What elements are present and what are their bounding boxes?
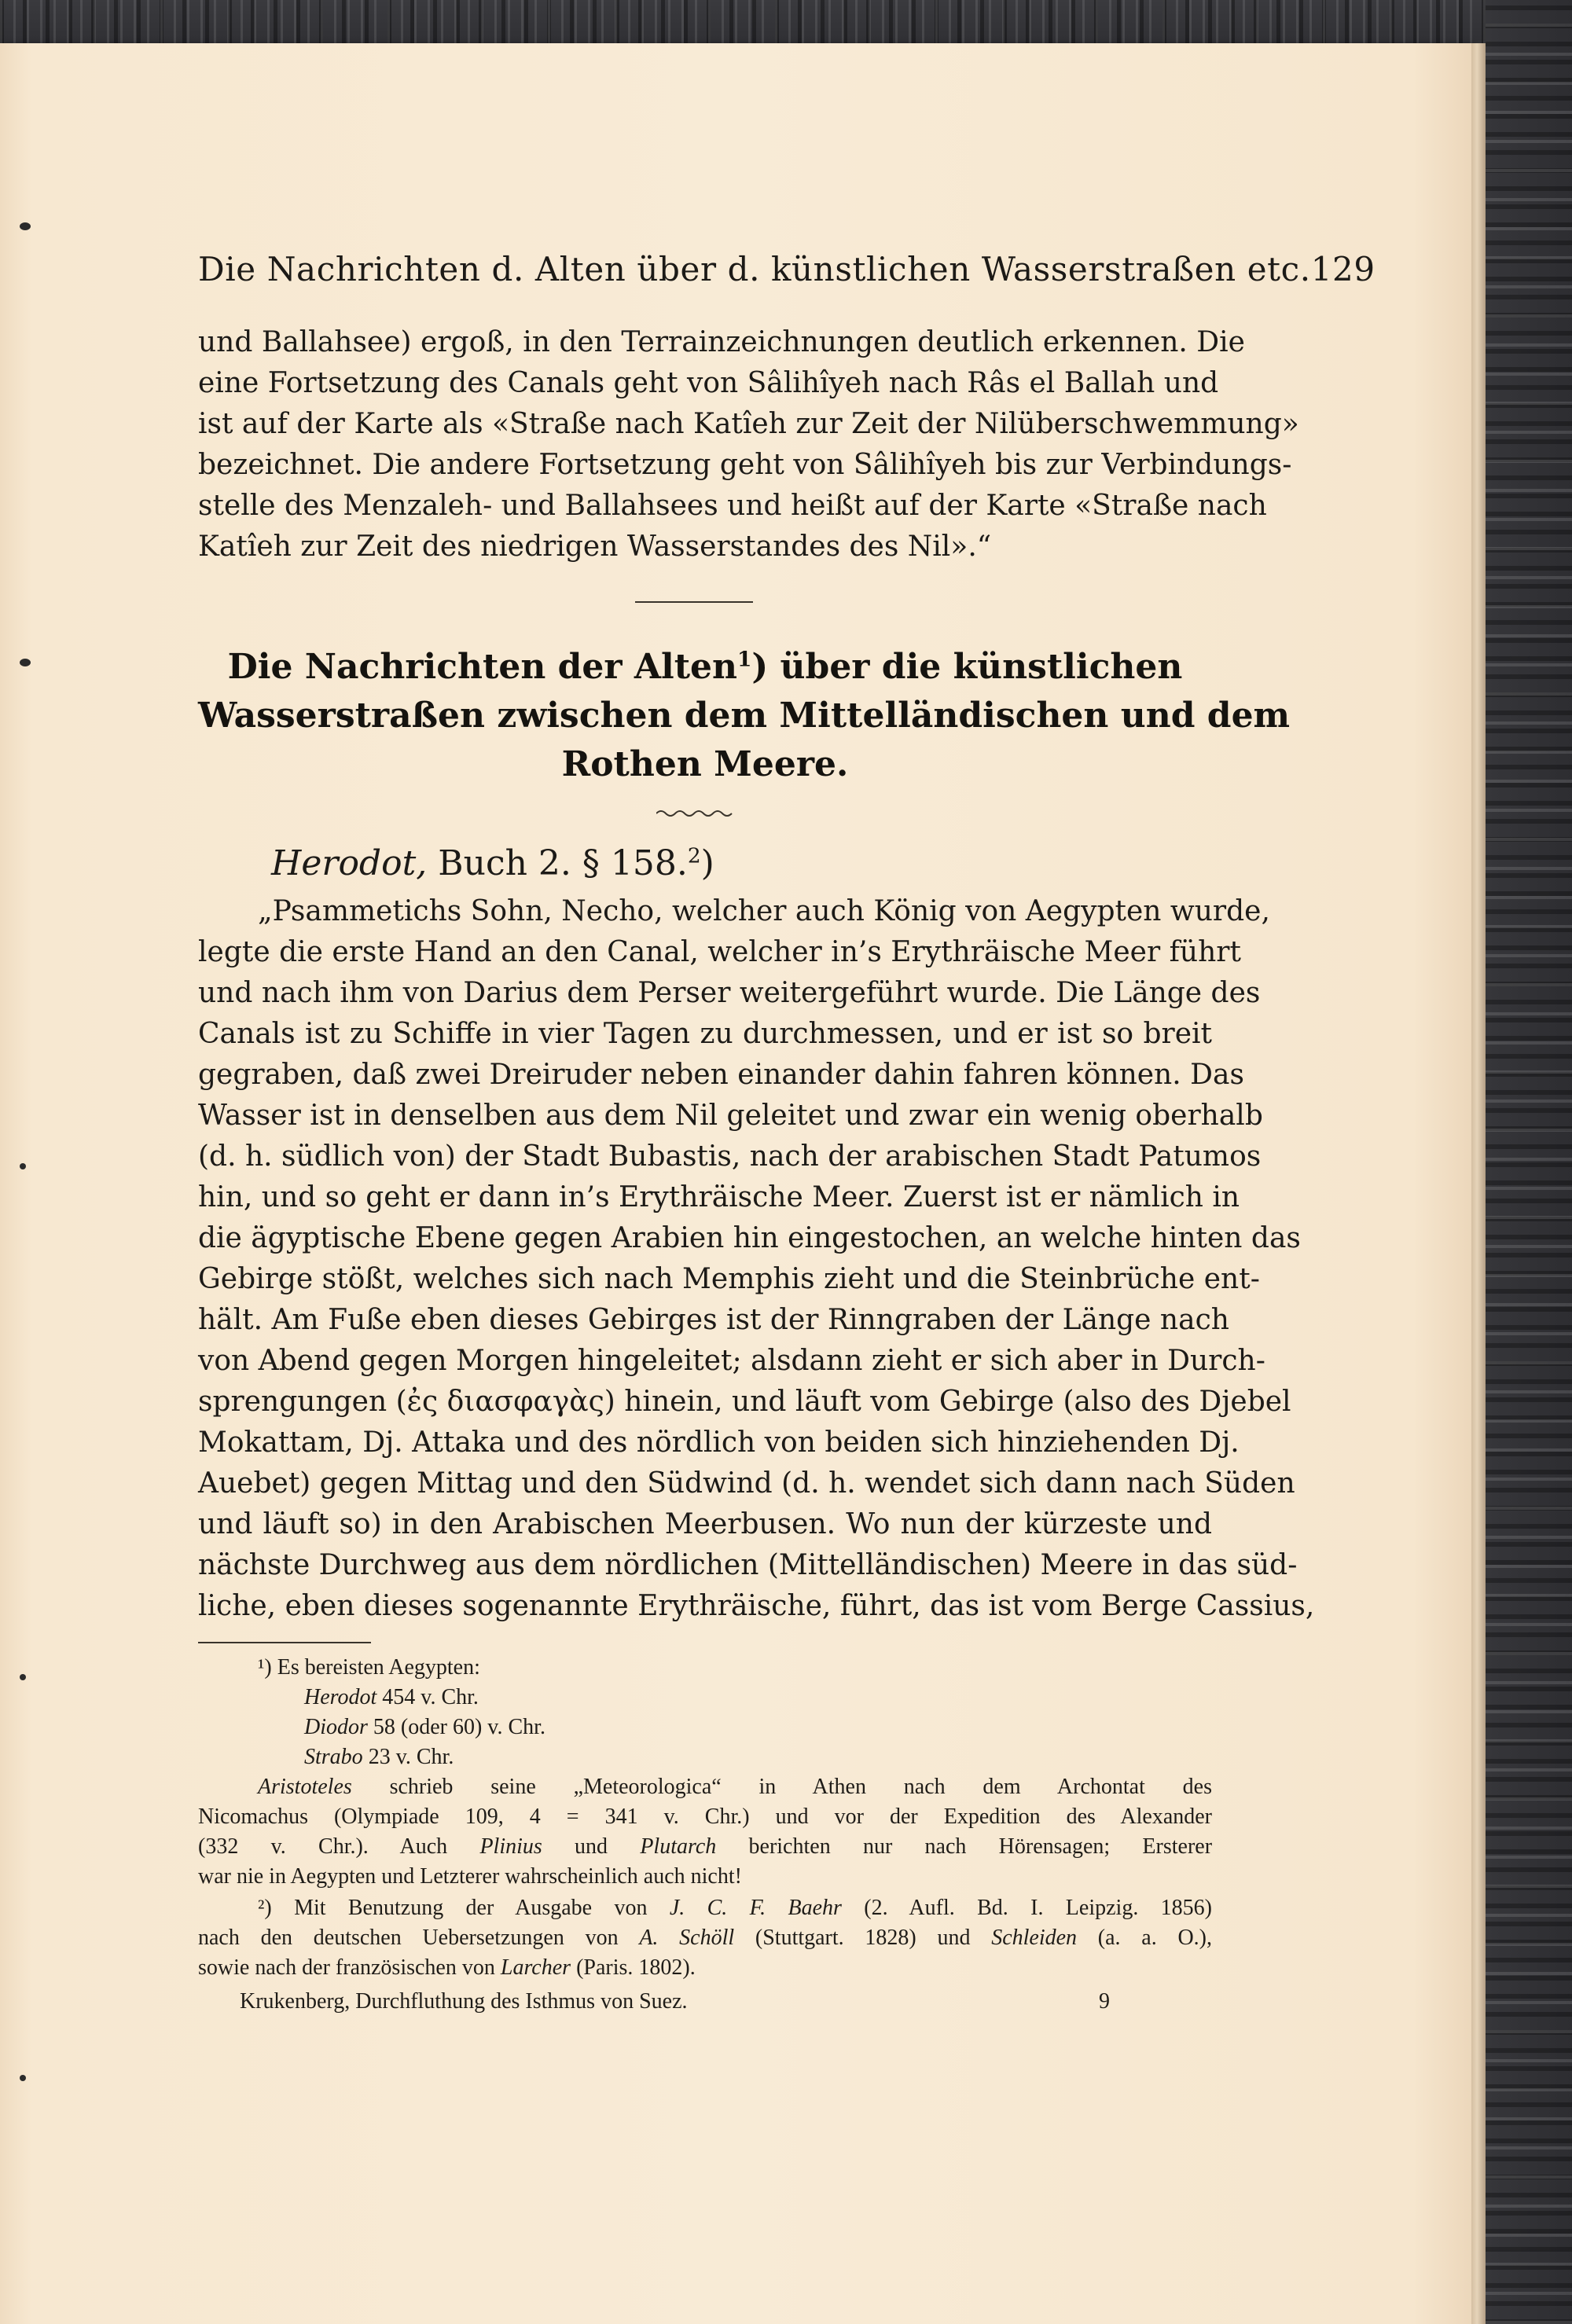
- subheading-author: Herodot,: [271, 843, 428, 883]
- text-line: ist auf der Karte als «Straße nach Katîeh zur Zeit der Nilüberschwemmung»: [198, 408, 1299, 440]
- author-name: Diodor: [304, 1715, 368, 1739]
- text-line: legte die erste Hand an den Canal, welcher in’s Erythräische Meer führt: [198, 936, 1241, 968]
- title-line: [198, 643, 1212, 692]
- footnote-line: ¹) Es bereisten Aegypten:: [258, 1655, 480, 1680]
- footnote-text: ²) Mit Benutzung der Ausgabe von: [258, 1896, 670, 1920]
- text-line: Katîeh zur Zeit des niedrigen Wasserstandes des Nil».“: [198, 531, 992, 563]
- footnote-line: [198, 1772, 1212, 1802]
- title-line: Wasserstraßen zwischen dem Mittelländischen und dem: [198, 696, 1291, 736]
- text-line: gegraben, daß zwei Dreiruder neben einander dahin fahren können. Das: [198, 1059, 1244, 1091]
- footnote-text: sowie nach der französischen von: [198, 1955, 501, 1980]
- footnote-text: und: [542, 1834, 641, 1859]
- ornament-wave: [656, 808, 735, 819]
- footnote-1: [198, 1653, 1212, 1892]
- footnote-ref: 2: [687, 843, 701, 868]
- margin-mark: [20, 1674, 26, 1680]
- footnote-line: [198, 1742, 1212, 1772]
- subheading-close: ): [700, 843, 714, 883]
- author-name: J. C. F. Baehr: [669, 1896, 842, 1920]
- footnote-rule: [198, 1642, 371, 1643]
- text-line: hält. Am Fuße eben dieses Gebirges ist der Rinngraben der Länge nach: [198, 1304, 1229, 1336]
- section-title: [198, 643, 1291, 789]
- text-line: und Ballahsee) ergoß, in den Terrainzeichnungen deutlich erkennen. Die: [198, 326, 1245, 358]
- intro-paragraph: [198, 322, 1299, 567]
- footnote-text: nach den deutschen Uebersetzungen von: [198, 1926, 640, 1950]
- body-paragraph: [198, 891, 1315, 1627]
- text-line: hin, und so geht er dann in’s Erythräische Meer. Zuerst ist er nämlich in: [198, 1181, 1240, 1213]
- footer-book-title: Krukenberg, Durchfluthung des Isthmus von Suez.: [240, 1989, 688, 2014]
- author-name: Schleiden: [991, 1926, 1078, 1950]
- title-line: Rothen Meere.: [561, 744, 849, 784]
- footnote-line: [198, 1683, 1212, 1713]
- text-line: die ägyptische Ebene gegen Arabien hin eingestochen, an welche hinten das: [198, 1222, 1301, 1254]
- page-edge: [1471, 43, 1486, 2324]
- author-name: Strabo: [304, 1745, 363, 1769]
- footnote-text: (a. a. O.),: [1077, 1926, 1213, 1950]
- text-line: Mokattam, Dj. Attaka und des nördlich von beiden sich hinziehenden Dj.: [198, 1426, 1240, 1459]
- title-text: ) über die künstlichen: [751, 647, 1183, 687]
- text-line: (d. h. südlich von) der Stadt Bubastis, nach der arabischen Stadt Patumos: [198, 1140, 1262, 1173]
- subheading-reference: Buch 2. § 158.: [438, 843, 688, 883]
- author-name: Larcher: [500, 1955, 571, 1980]
- footnote-line: [198, 1713, 1212, 1742]
- subheading: [271, 843, 714, 883]
- text-line: nächste Durchweg aus dem nördlichen (Mittelländischen) Meere in das süd-: [198, 1549, 1298, 1581]
- text-line: von Abend gegen Morgen hingeleitet; alsdann zieht er sich aber in Durch-: [198, 1345, 1265, 1377]
- text-line: Canals ist zu Schiffe in vier Tagen zu durchmessen, und er ist so breit: [198, 1018, 1212, 1050]
- author-name: A. Schöll: [639, 1926, 735, 1950]
- text-line: stelle des Menzaleh- und Ballahsees und heißt auf der Karte «Straße nach: [198, 490, 1267, 522]
- text-line: Wasser ist in denselben aus dem Nil geleitet und zwar ein wenig oberhalb: [198, 1100, 1263, 1132]
- footnote-text: (2. Aufl. Bd. I. Leipzig. 1856): [841, 1896, 1213, 1920]
- margin-mark: [20, 222, 31, 230]
- margin-mark: [20, 2075, 26, 2081]
- page-number: 129: [1310, 250, 1376, 288]
- running-title: Die Nachrichten d. Alten über d. künstlichen Wasserstraßen etc.: [198, 250, 1311, 288]
- author-name: Plutarch: [640, 1834, 717, 1859]
- text-line: bezeichnet. Die andere Fortsetzung geht von Sâlihîyeh bis zur Verbindungs-: [198, 449, 1292, 481]
- author-name: Plinius: [479, 1834, 542, 1859]
- footnote-2: [198, 1893, 1212, 1983]
- footnote-text: berichten nur nach Hörensagen; Ersterer: [716, 1834, 1213, 1859]
- text-line: liche, eben dieses sogenannte Erythräische, führt, das ist vom Berge Cassius,: [198, 1590, 1315, 1622]
- date-text: 454 v. Chr.: [376, 1685, 479, 1709]
- margin-mark: [20, 659, 31, 666]
- text-line: eine Fortsetzung des Canals geht von Sâlihîyeh nach Râs el Ballah und: [198, 367, 1219, 399]
- text-line: Gebirge stößt, welches sich nach Memphis zieht und die Steinbrüche ent-: [198, 1263, 1260, 1295]
- text-line: Auebet) gegen Mittag und den Südwind (d. h. wendet sich dann nach Süden: [198, 1467, 1295, 1500]
- footnote-line: war nie in Aegypten und Letzterer wahrscheinlich auch nicht!: [198, 1864, 742, 1889]
- author-name: Herodot: [304, 1685, 377, 1709]
- footnote-line: [198, 1923, 1212, 1953]
- footnote-line: [198, 1953, 1212, 1983]
- author-name: Aristoteles: [258, 1775, 352, 1799]
- footnote-text: (Stuttgart. 1828) und: [734, 1926, 992, 1950]
- cover-board: [1486, 0, 1572, 2324]
- text-line: „Psammetichs Sohn, Necho, welcher auch König von Aegypten wurde,: [258, 895, 1270, 927]
- text-line: und läuft so) in den Arabischen Meerbusen. Wo nun der kürzeste und: [198, 1508, 1212, 1540]
- running-head: [198, 250, 1376, 288]
- date-text: 58 (oder 60) v. Chr.: [367, 1715, 545, 1739]
- footnote-line: [198, 1893, 1212, 1923]
- text-line: und nach ihm von Darius dem Perser weitergeführt wurde. Die Länge des: [198, 977, 1261, 1009]
- date-text: 23 v. Chr.: [362, 1745, 454, 1769]
- footnote-ref: 1: [737, 647, 752, 672]
- section-divider: [635, 601, 753, 603]
- title-text: Die Nachrichten der Alten: [227, 647, 738, 687]
- footnote-text: (Paris. 1802).: [571, 1955, 696, 1980]
- footnote-line: Nicomachus (Olympiade 109, 4 = 341 v. Chr.) und vor der Expedition des Alexander: [198, 1804, 1212, 1829]
- footnote-text: (332 v. Chr.). Auch: [198, 1834, 480, 1859]
- footnote-line: [198, 1832, 1212, 1862]
- margin-mark: [20, 1163, 26, 1169]
- text-line: sprengungen (ἐς διασφαγὰς) hinein, und läuft vom Gebirge (also des Djebel: [198, 1386, 1291, 1418]
- footnote-text: schrieb seine „Meteorologica“ in Athen nach dem Archontat des: [351, 1775, 1212, 1799]
- footer-signature: 9: [1099, 1989, 1110, 2014]
